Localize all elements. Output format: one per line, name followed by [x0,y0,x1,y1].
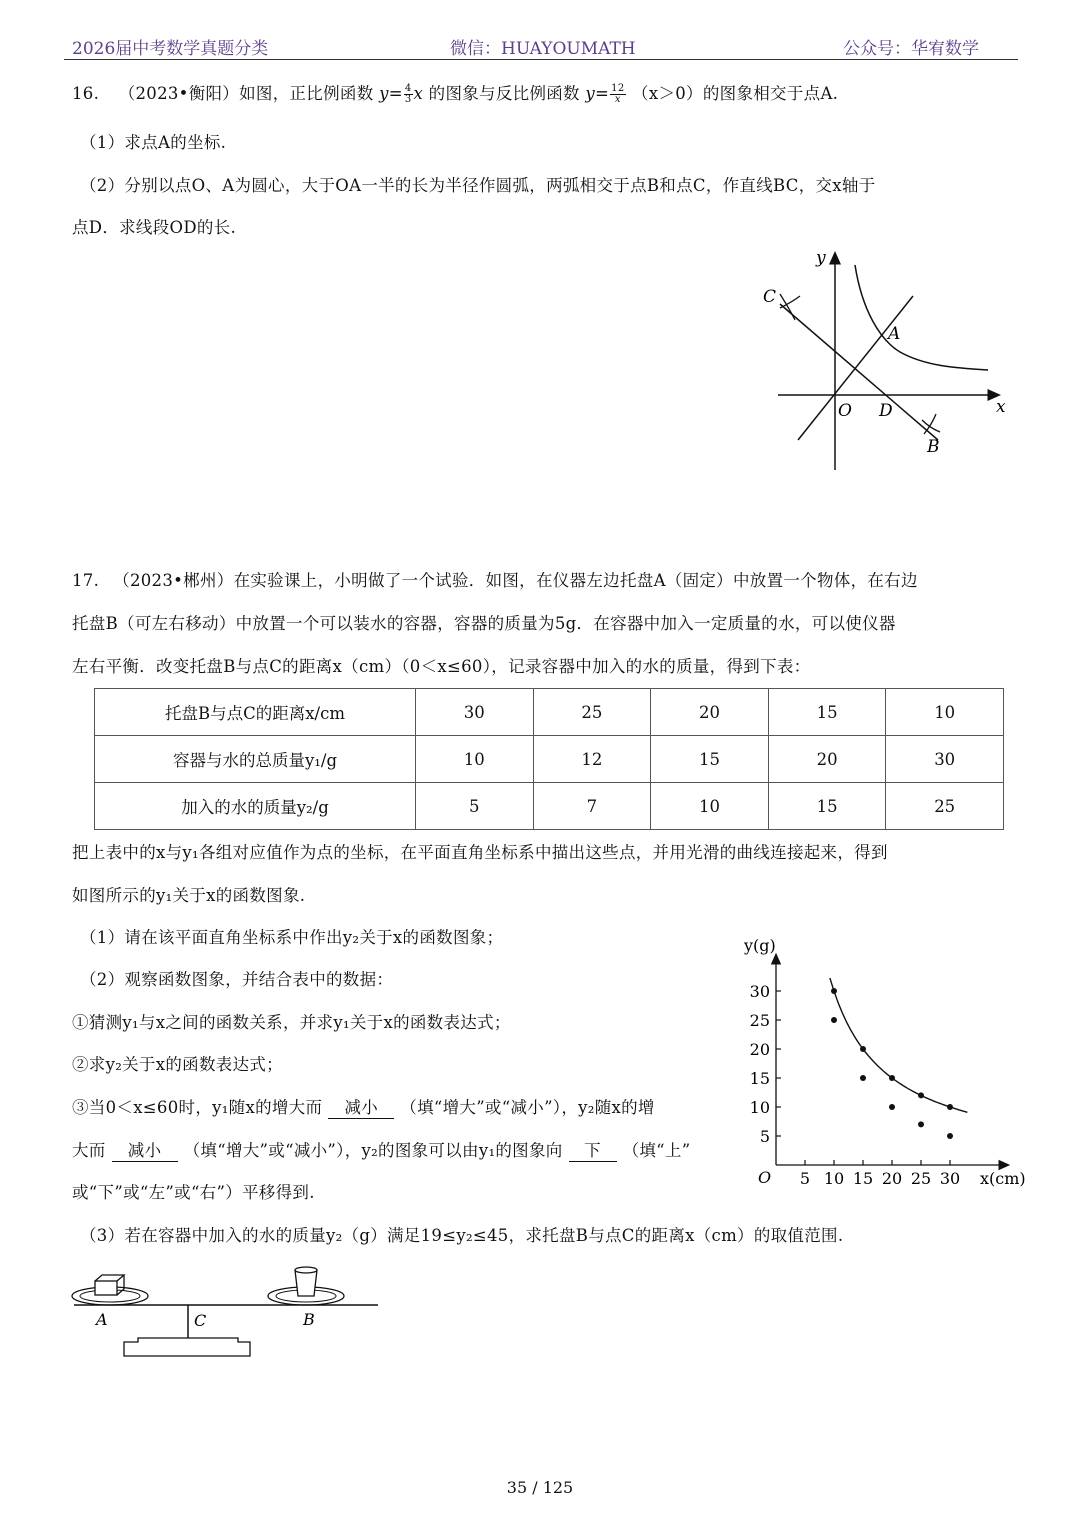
table-cell: 30 [416,689,534,736]
answer-blank-3: 下 [569,1141,617,1162]
table-row-header: 托盘B与点C的距离x/cm [95,689,416,736]
table-cell: 15 [768,689,886,736]
y-tick-label: 25 [749,1011,770,1030]
header-account: 公众号：华宥数学 [843,39,979,59]
y-tick-label: 10 [749,1098,770,1117]
label-d: D [879,401,893,421]
q17-part1: （1）请在该平面直角坐标系中作出y₂关于x的函数图象； [80,928,504,947]
x-tick-label: 15 [852,1169,874,1188]
q17-part2b: ②求y₂关于x的函数表达式； [72,1055,283,1074]
y-tick-label: 30 [749,982,770,1001]
q16-part1: （1）求点A的坐标. [80,133,227,152]
q17-part2c-line3: 或“下”或“左”或“右”）平移得到. [72,1183,315,1202]
hyperbola-curve [855,265,988,370]
data-point-y2 [860,1075,866,1081]
q16-fraction-4-3: $\frac{4}{3}$ [404,83,412,105]
q16-mid: 的图象与反比例函数 [428,84,580,103]
label-c: C [763,287,777,307]
q17-part2c-line1: ③当0＜x≤60时，y₁随x的增大而 减小 （填“增大”或“减小”），y₂随x的增 [72,1098,655,1117]
arc-b-1 [922,420,940,432]
header-wechat: 微信：HUAYOUMATH [450,39,636,59]
cup-container [295,1267,317,1296]
q17-stem-line3: 左右平衡．改变托盘B与点C的距离x（cm）（0＜x≤60），记录容器中加入的水的质量，得到下表： [72,657,811,676]
q17-stem-line2: 托盘B（可左右移动）中放置一个可以装水的容器，容器的质量为5g．在容器中加入一定质量的水，可以使仪器 [72,614,896,633]
table-cell: 30 [886,736,1004,783]
q16-part2-line2: 点D．求线段OD的长. [72,218,237,237]
q16-fraction-12-x: $\frac{12}{x}$ [611,83,625,105]
table-cell: 7 [533,783,651,830]
label-o: O [838,401,852,421]
q16-number: 16. [72,84,100,103]
data-point-y2 [889,1104,895,1110]
page-number: 35 / 125 [506,1478,574,1497]
q17-after-line2: 如图所示的y₁关于x的函数图象. [72,886,306,905]
table-cell: 10 [651,783,769,830]
table-cell: 15 [768,783,886,830]
label-a: A [888,324,901,344]
q17-chart [740,925,1040,1195]
x-tick-label: 30 [939,1169,961,1188]
balance-label-c: C [194,1311,207,1330]
table-row-header: 容器与水的总质量y₁/g [95,736,416,783]
q16-figure [760,245,1020,480]
balance-label-b: B [303,1310,315,1329]
table-row [95,689,1004,736]
q16-condition: （x＞0）的图象相交于点A. [632,84,839,103]
label-x: x [996,397,1006,417]
data-point-y2 [918,1121,924,1127]
q16-source: （2023•衡阳）如图，正比例函数 [118,84,374,103]
chart-origin-label: O [758,1168,772,1187]
q17-after-line1: 把上表中的x与y₁各组对应值作为点的坐标，在平面直角坐标系中描出这些点，并用光滑的曲线连接起来，得到 [72,843,888,862]
q16-stem: 16. （2023•衡阳）如图，正比例函数 y= $\frac{4}{3}$ x 的图象与反比例函数 y= $\frac{12}{x}$ （x＞0）的图象相交于点A. [72,83,839,105]
table-cell: 10 [886,689,1004,736]
header-title: 2026届中考数学真题分类 [72,39,269,59]
table-cell: 12 [533,736,651,783]
data-point-y2 [947,1133,953,1139]
y-tick-label: 5 [759,1127,770,1146]
label-b: B [927,437,940,457]
x-tick-label: 20 [881,1169,903,1188]
label-y: y [816,248,826,268]
header-divider [64,59,1018,60]
table-row-header: 加入的水的质量y₂/g [95,783,416,830]
table-row [95,736,1004,783]
x-tick-label: 25 [910,1169,932,1188]
curve-y1 [830,978,968,1112]
table-cell: 20 [651,689,769,736]
q17-stem-line1: 17. （2023•郴州）在实验课上，小明做了一个试验．如图，在仪器左边托盘A（固定）中放置一个物体，在右边 [72,571,918,590]
chart-xlabel: x(cm) [980,1169,1026,1188]
answer-blank-2: 减小 [112,1141,178,1162]
answer-blank-1: 减小 [328,1098,394,1119]
x-tick-label: 10 [823,1169,845,1188]
q17-part3: （3）若在容器中加入的水的质量y₂（g）满足19≤y₂≤45，求托盘B与点C的距离x（cm）的取值范围. [80,1226,844,1245]
table-cell: 15 [651,736,769,783]
chart-ylabel: y(g) [744,936,776,955]
table-cell: 25 [533,689,651,736]
q17-part2c-line2: 大而 减小 （填“增大”或“减小”），y₂的图象可以由y₁的图象向 下 （填“上” [72,1141,691,1160]
balance-figure [68,1262,388,1362]
cube-object [95,1275,124,1295]
y-tick-label: 20 [749,1040,770,1059]
x-tick-label: 5 [799,1169,811,1188]
table-row [95,783,1004,830]
table-cell: 25 [886,783,1004,830]
balance-label-a: A [96,1310,108,1329]
q17-part2: （2）观察函数图象，并结合表中的数据： [80,970,394,989]
table-cell: 20 [768,736,886,783]
balance-base [124,1338,250,1356]
y-tick-label: 15 [749,1069,770,1088]
q16-part2-line1: （2）分别以点O、A为圆心，大于OA一半的长为半径作圆弧，两弧相交于点B和点C，作直线BC，交x轴于 [80,176,876,195]
q17-data-table [94,688,1004,830]
table-cell: 10 [416,736,534,783]
q17-part2a: ①猜测y₁与x之间的函数关系，并求y₁关于x的函数表达式； [72,1013,511,1032]
perpendicular-bisector-bc [780,304,938,440]
table-cell: 5 [416,783,534,830]
data-point-y2 [831,1017,837,1023]
